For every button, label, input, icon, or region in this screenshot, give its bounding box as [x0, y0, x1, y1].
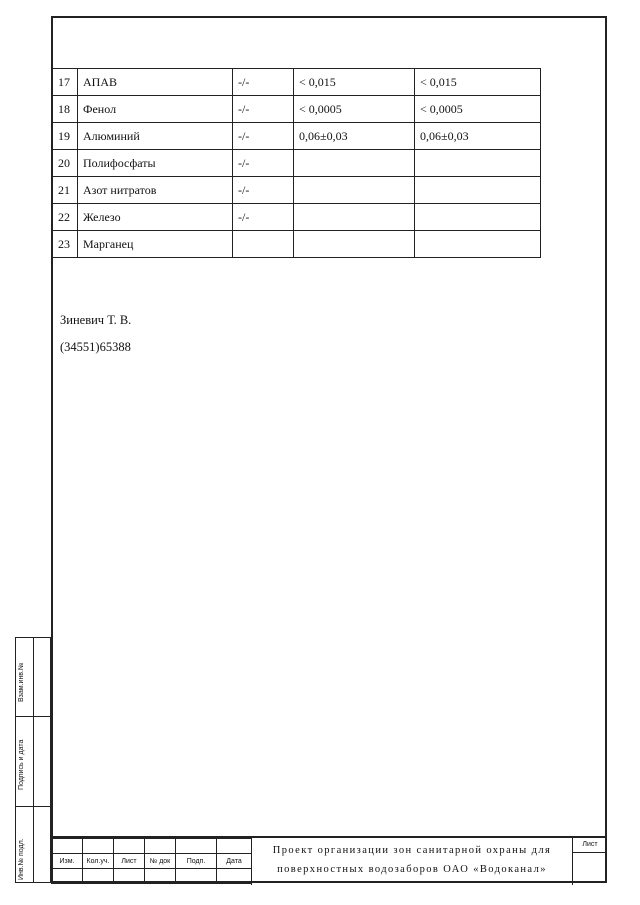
table-row	[53, 204, 541, 231]
side-label-signature-date: Подпись и дата	[18, 739, 25, 790]
table-cell-name: Алюминий	[78, 123, 233, 150]
table-cell-val2	[415, 231, 541, 258]
table-cell-unit: -/-	[233, 123, 294, 150]
table-cell-val1	[294, 204, 415, 231]
table-cell-name: Железо	[78, 204, 233, 231]
stamp-column-header: Лист	[114, 854, 145, 869]
table-cell-val1	[294, 231, 415, 258]
table-cell-num: 20	[53, 150, 78, 177]
project-title-line1: Проект организации зон санитарной охраны для	[272, 845, 552, 856]
side-label-exchange: Взам.инв.№	[18, 662, 25, 702]
table-cell-unit	[233, 231, 294, 258]
table-cell-num: 23	[53, 231, 78, 258]
table-cell-val2: 0,06±0,03	[415, 123, 541, 150]
table-cell-num: 22	[53, 204, 78, 231]
table-cell-num: 18	[53, 96, 78, 123]
table-cell-unit: -/-	[233, 150, 294, 177]
stamp-column-header: Изм.	[52, 854, 83, 869]
title-block-grid	[51, 838, 252, 884]
table-cell-val2: < 0,015	[415, 69, 541, 96]
table-row	[53, 177, 541, 204]
contact-phone: (34551)65388	[60, 340, 131, 354]
table-row	[53, 69, 541, 96]
table-cell-name: Марганец	[78, 231, 233, 258]
table-cell-unit: -/-	[233, 177, 294, 204]
stamp-column-header: Кол.уч.	[83, 854, 114, 869]
stamp-column-header: № док	[145, 854, 176, 869]
table-cell-val2	[415, 204, 541, 231]
table-row	[53, 123, 541, 150]
table-cell-unit: -/-	[233, 69, 294, 96]
water-quality-table	[52, 68, 541, 258]
table-cell-val1	[294, 150, 415, 177]
table-cell-name: Полифосфаты	[78, 150, 233, 177]
table-row	[53, 96, 541, 123]
title-block	[51, 836, 607, 885]
contact-name: Зиневич Т. В.	[60, 313, 132, 327]
side-stamp	[15, 637, 51, 883]
sheet-label: Лист	[573, 838, 607, 853]
table-cell-num: 17	[53, 69, 78, 96]
table-cell-num: 21	[53, 177, 78, 204]
table-cell-unit: -/-	[233, 96, 294, 123]
table-cell-name: АПАВ	[78, 69, 233, 96]
table-cell-name: Азот нитратов	[78, 177, 233, 204]
table-cell-val1	[294, 177, 415, 204]
stamp-column-header: Дата	[217, 854, 252, 869]
table-cell-val2	[415, 150, 541, 177]
table-row	[53, 231, 541, 258]
table-cell-name: Фенол	[78, 96, 233, 123]
table-cell-unit: -/-	[233, 204, 294, 231]
stamp-column-header: Подп.	[176, 854, 217, 869]
table-cell-val1: < 0,0005	[294, 96, 415, 123]
project-title-line2: поверхностных водозаборов ОАО «Водоканал»	[277, 864, 547, 875]
project-title	[251, 838, 573, 885]
table-cell-val1: 0,06±0,03	[294, 123, 415, 150]
table-cell-val1: < 0,015	[294, 69, 415, 96]
side-label-inventory: Инв.№ подл.	[18, 838, 25, 880]
table-cell-val2	[415, 177, 541, 204]
table-row	[53, 150, 541, 177]
table-cell-val2: < 0,0005	[415, 96, 541, 123]
table-cell-num: 19	[53, 123, 78, 150]
